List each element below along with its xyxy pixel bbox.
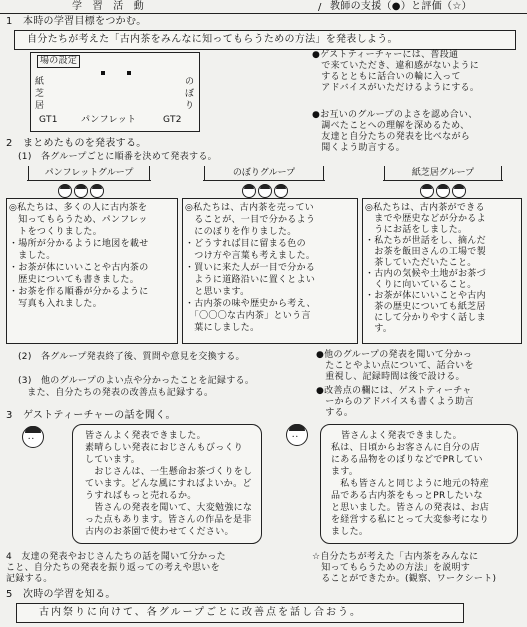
guest-2-line: 品である古内茶をもっとPRしたいな: [331, 491, 483, 501]
group-label-pamphlet: パンフレットグループ: [28, 166, 150, 180]
group-line: ・お茶を作る順番が分かるように: [9, 287, 149, 297]
s2-sub3-line: (3) 他のグループのよい点や分かったことを記録する。: [18, 376, 255, 386]
student-face-icon: [452, 184, 466, 198]
stage-gt1: GT1: [39, 115, 58, 125]
s3-heading: 3 ゲストティーチャーの話を聞く。: [6, 410, 176, 421]
s1-support-1-line: で来ていただき、違和感がないように: [312, 61, 480, 71]
s1-heading: 1 本時の学習目標をつかむ。: [6, 16, 147, 27]
group-line: ◎私たちは、古内茶ができる: [365, 203, 485, 213]
group-line: 知ってもらうため、パンフレッ: [9, 215, 148, 225]
student-face-icon: [436, 184, 450, 198]
group-line: 葉にしました。: [185, 323, 260, 333]
group-line: と思います。: [185, 287, 250, 297]
group-line: ◎私たちは、多くの人に古内茶を: [9, 203, 148, 213]
gt-seat-left: [101, 71, 105, 75]
guest-2-line: と思いました。皆さんの発表は、お店: [331, 503, 490, 513]
s2-support-line: する。: [316, 408, 354, 418]
guest-2-line: ました。: [331, 527, 369, 537]
s2-support-line: ーからのアドバイスも書くよう助言: [316, 397, 474, 407]
header-support: 教師の支援（●）と評価（☆）: [330, 1, 472, 12]
evaluation-line: ることができたか。(観察、ワークシート): [312, 574, 497, 584]
stage-diagram: [30, 52, 200, 132]
group-line: 茶の歴史についても紙芝居: [365, 302, 486, 312]
guest-2-line: 私も皆さんと同じように地元の特産: [331, 479, 490, 489]
guest-2-line: 私は、日頃からお客さんに自分の店: [331, 443, 480, 453]
group-line: ることが、一目で分かるよう: [185, 215, 316, 225]
group-line: ・買いに来た人が一目で分かる: [185, 263, 316, 273]
s2-support-line: たことやよい点について、話合いを: [316, 361, 474, 371]
stage-left-1: 紙: [35, 77, 45, 87]
group-line: までや歴史などが分かるよ: [365, 214, 486, 224]
student-face-icon: [274, 184, 288, 198]
next-lesson-text: 古内祭りに向けて、各グループごとに改善点を話し合おう。: [39, 607, 362, 618]
stage-left-2: 芝: [35, 89, 45, 99]
s2-support-line: 重視し、記録時間は後で設ける。: [316, 372, 465, 382]
group-line: ・場所が分かるように地図を載せ: [9, 239, 149, 249]
stage-pamphlet: パンフレット: [81, 115, 137, 125]
group-line: うにお話をしました。: [365, 225, 468, 235]
student-face-icon: [90, 184, 104, 198]
guest-1-line: うすればもっと売れるか。: [85, 491, 197, 501]
stage-right-3: り: [185, 101, 195, 111]
s1-support-1-line: アドバイスがいただけるようにする。: [312, 83, 480, 93]
s2-sub3-line: また、自分たちの発表の改善点も記録する。: [18, 388, 214, 398]
header-divider-mark: /: [318, 2, 322, 13]
group-line: つけ方や言葉も考えました。: [185, 251, 316, 261]
group-line: ・古内茶の味や歴史から考え、: [185, 299, 316, 309]
guest-2-line: にある品物をのぼりなどでPRしてい: [331, 455, 483, 465]
s2-sub1: (1) 各グループごとに順番を決めて発表する。: [18, 152, 217, 162]
student-face-icon: [58, 184, 72, 198]
stage-left-3: 居: [35, 101, 45, 111]
s2-sub2: (2) 各グループ発表終了後、質問や意見を交換する。: [18, 352, 245, 362]
s1-support-2-line: 友達と自分たちの発表を比べながら: [312, 132, 471, 142]
group-line: ・お茶が体にいいことや古内茶の: [9, 263, 149, 273]
group-line: お茶を飯田さんの工場で製: [365, 247, 486, 257]
group-line: ・私たちが世話をし、摘んだ: [365, 236, 486, 246]
group-line: ・どうすれば目に留まる色の: [185, 239, 306, 249]
guest-1-line: った点もあります。皆さんの作品を是非: [85, 515, 252, 525]
guest-teacher-1-icon: • •: [22, 426, 44, 448]
guest-1-line: ています。どんな風にすればよいか。ど: [85, 479, 252, 489]
group-line: ・古内の気候や土地がお茶づ: [365, 269, 486, 279]
guest-1-speech-bubble: [72, 424, 262, 544]
group-label-kamishibai: 紙芝居グループ: [384, 166, 502, 180]
s5-heading: 5 次時の学習を知る。: [6, 589, 116, 600]
group-box-kamishibai: [362, 198, 522, 344]
group-line: ように道路沿いに置くとよい: [185, 275, 316, 285]
stage-right-2: ぼ: [185, 89, 195, 99]
group-line: ◎私たちは、古内茶を売ってい: [185, 203, 315, 213]
group-label-nobori: のぼりグループ: [204, 166, 324, 180]
guest-1-line: 皆さんの発表を聞いて、大変勉強にな: [85, 503, 253, 513]
guest-1-line: 素晴らしい発表におじさんもびっくり: [85, 443, 244, 453]
group-line: トをつくりました。: [9, 227, 103, 237]
guest-2-line: ます。: [331, 467, 359, 477]
header-activity: 学 習 活 動: [72, 1, 145, 12]
evaluation-line: ☆自分たちが考えた「古内茶をみんなに: [312, 552, 479, 562]
s4-heading-line: 記録する。: [6, 574, 53, 584]
student-face-icon: [258, 184, 272, 198]
group-line: にのぼりを作りました。: [185, 227, 297, 237]
next-lesson-box: [16, 603, 464, 623]
guest-1-line: しています。: [85, 455, 141, 465]
guest-teacher-2-icon: • •: [286, 424, 308, 446]
student-face-icon: [420, 184, 434, 198]
header-rule: [0, 13, 527, 14]
stage-right-1: の: [185, 77, 195, 87]
goal-box: [14, 30, 516, 50]
group-box-pamphlet: [6, 198, 178, 344]
student-face-icon: [242, 184, 256, 198]
guest-2-line: を経営する私にとって大変参考になり: [331, 515, 489, 525]
student-face-icon: [74, 184, 88, 198]
s1-support-2-line: ●お互いのグループのよさを認め合い、: [312, 110, 478, 120]
s2-support-line: ●改善点の欄には、ゲストティーチャ: [316, 386, 472, 396]
guest-1-line: 皆さんよく発表できました。: [85, 431, 206, 441]
s4-heading-line: 4 友達の発表やおじさんたちの話を聞いて分かった: [6, 552, 226, 562]
s2-support-line: ●他のグループの発表を聞いて分かっ: [316, 350, 473, 360]
group-line: 歴史についても書きました。: [9, 275, 140, 285]
stage-gt2: GT2: [163, 115, 182, 125]
s1-support-2-line: 聞くよう助言する。: [312, 143, 406, 153]
guest-2-line: 皆さんよく発表できました。: [341, 431, 462, 441]
group-line: す。: [365, 324, 393, 334]
s1-support-1-line: するとともに話合いの輪に入って: [312, 72, 461, 82]
group-box-nobori: [182, 198, 358, 344]
gt-seat-right: [127, 71, 131, 75]
s2-heading: 2 まとめたものを発表する。: [6, 138, 147, 149]
s1-support-1-line: ●ゲストティーチャーには、普段通: [312, 50, 459, 60]
group-line: 茶していただいたこと。: [365, 258, 477, 268]
group-line: にして分かりやすく話しま: [365, 313, 486, 323]
goal-text: 自分たちが考えた「古内茶をみんなに知ってもらうための方法」を発表しよう。: [27, 34, 398, 45]
table-header: [0, 0, 527, 16]
s4-heading-line: こと、自分たちの発表を振り返っての考えや思いを: [6, 563, 220, 573]
group-line: ・お茶が体にいいことや古内: [365, 291, 486, 301]
group-line: くりに向いていること。: [365, 280, 477, 290]
group-line: 「〇〇〇な古内茶」という言: [185, 311, 311, 321]
group-line: ました。: [9, 251, 56, 261]
group-line: 写真も入れました。: [9, 299, 103, 309]
guest-2-speech-bubble: [320, 424, 518, 544]
stage-title: 場の設定: [37, 55, 80, 68]
evaluation-line: 知ってもらうための方法」を説明す: [312, 563, 471, 573]
guest-1-line: 古内のお茶園で使わせてください。: [85, 527, 234, 537]
s1-support-2-line: 調べたことへの理解を深めるため、: [312, 121, 470, 131]
guest-1-line: おじさんは、一生懸命お茶づくりをし: [85, 467, 253, 477]
